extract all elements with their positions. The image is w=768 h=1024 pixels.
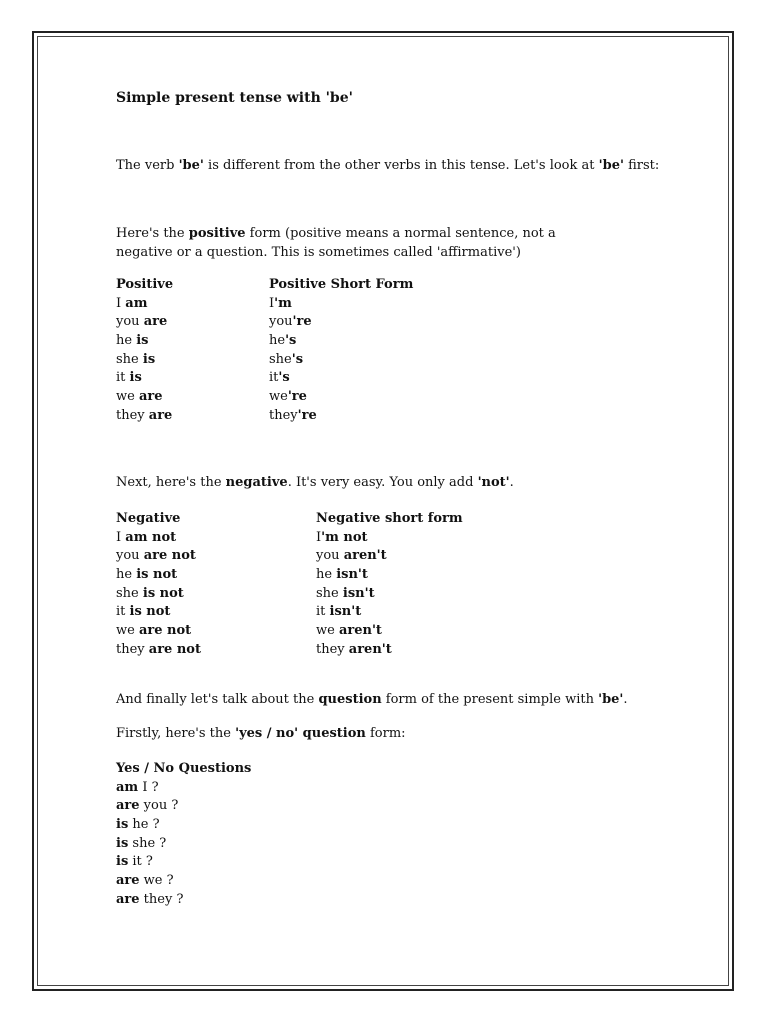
pronoun: it: [316, 604, 330, 620]
pronoun: it: [116, 370, 130, 386]
question-intro-text-3: .: [623, 692, 628, 707]
verb-be-not: is not: [136, 567, 178, 583]
positive-intro-text-2: form (positive means a normal sentence, not a negative or a question. This is sometimes called 'affirmative'): [116, 226, 556, 260]
negative-short-header: Negative short form: [316, 511, 463, 526]
verb-be-not: are not: [148, 641, 201, 657]
page-title: Simple present tense with 'be': [116, 90, 353, 106]
question-verb: are: [116, 798, 140, 814]
negative-form: [116, 641, 201, 660]
question-intro-bold-2: 'be': [598, 692, 624, 707]
pronoun: it: [269, 370, 279, 386]
verb-be: is: [129, 370, 142, 386]
negative-intro-bold-2: 'not': [477, 475, 510, 490]
negative-form: [116, 603, 170, 622]
contraction: 's: [278, 370, 290, 386]
negative-form: [116, 547, 196, 566]
positive-form: [116, 313, 167, 332]
intro-text-3: first:: [623, 158, 660, 173]
contraction: 're: [297, 407, 317, 423]
pronoun: we: [116, 389, 139, 405]
negative-short-form: [316, 585, 375, 604]
contraction: aren't: [338, 623, 382, 639]
yesno-intro-text-1: Firstly, here's the: [116, 726, 236, 741]
positive-form: [116, 351, 155, 370]
questions-table: [116, 760, 251, 910]
positive-short-form: [269, 388, 307, 407]
question-verb: is: [116, 854, 129, 870]
question-intro-bold-1: question: [318, 692, 382, 707]
pronoun: they: [316, 641, 349, 657]
question-subject: you ?: [139, 798, 179, 814]
intro-be-1: 'be': [178, 158, 204, 173]
question-row: [116, 816, 251, 835]
contraction: isn't: [342, 585, 375, 601]
negative-intro-text-1: Next, here's the: [116, 475, 226, 490]
positive-form: [116, 407, 172, 426]
question-subject: he ?: [128, 817, 160, 833]
pronoun: we: [316, 623, 339, 639]
pronoun: you: [269, 314, 293, 330]
verb-be-not: are not: [138, 623, 192, 639]
negative-form: [116, 529, 176, 548]
positive-short-form: [269, 313, 312, 332]
question-subject: it ?: [128, 854, 153, 870]
verb-be-not: are not: [143, 548, 196, 564]
positive-form: [116, 369, 142, 388]
verb-be-not: am not: [125, 529, 177, 545]
pronoun: he: [269, 333, 286, 349]
pronoun: I: [116, 295, 126, 311]
pronoun: I: [269, 295, 275, 311]
pronoun: I: [116, 529, 126, 545]
contraction: 're: [287, 389, 307, 405]
pronoun: you: [116, 314, 144, 330]
question-subject: we ?: [139, 873, 174, 889]
contraction: 'm not: [321, 529, 368, 545]
negative-short-form: [316, 603, 361, 622]
positive-short-form: [269, 351, 303, 370]
pronoun: they: [116, 641, 149, 657]
question-verb: is: [116, 835, 129, 851]
question-intro-text-1: And finally let's talk about the: [116, 692, 319, 707]
contraction: 's: [285, 333, 297, 349]
question-verb: are: [116, 891, 140, 907]
positive-form: [116, 388, 163, 407]
verb-be: is: [142, 351, 156, 367]
negative-form: [116, 585, 184, 604]
intro-text-1: The verb: [116, 158, 179, 173]
positive-short-form: [269, 295, 292, 314]
contraction: isn't: [336, 567, 368, 583]
question-intro-text-2: form of the present simple with: [381, 692, 599, 707]
question-row: [116, 853, 251, 872]
pronoun: we: [269, 389, 288, 405]
positive-intro-bold: positive: [188, 226, 246, 241]
pronoun: they: [269, 407, 298, 423]
pronoun: they: [116, 407, 149, 423]
contraction: 're: [292, 314, 312, 330]
question-intro-paragraph: [116, 691, 676, 710]
questions-header: Yes / No Questions: [116, 761, 252, 776]
verb-be: are: [143, 314, 168, 330]
verb-be: are: [138, 389, 163, 405]
yesno-intro-bold: 'yes / no' question: [235, 726, 366, 741]
question-subject: I ?: [138, 779, 159, 795]
contraction: isn't: [329, 604, 362, 620]
question-row: [116, 835, 251, 854]
question-verb: is: [116, 817, 129, 833]
positive-short-header: Positive Short Form: [269, 277, 414, 292]
pronoun: we: [116, 623, 139, 639]
pronoun: I: [316, 529, 322, 545]
pronoun: it: [116, 604, 130, 620]
pronoun: she: [269, 351, 292, 367]
negative-short-form: [316, 641, 392, 660]
intro-be-2: 'be': [598, 158, 624, 173]
pronoun: he: [116, 333, 137, 349]
positive-form: [116, 332, 148, 351]
intro-paragraph: [116, 157, 676, 176]
positive-intro-paragraph: [116, 225, 616, 262]
pronoun: she: [116, 585, 143, 601]
negative-form: [116, 566, 177, 585]
verb-be: are: [148, 407, 173, 423]
question-row: [116, 779, 251, 798]
negative-intro-bold-1: negative: [225, 475, 288, 490]
negative-header: Negative: [116, 511, 181, 526]
pronoun: she: [316, 585, 343, 601]
contraction: 's: [291, 351, 304, 367]
contraction: aren't: [348, 641, 392, 657]
pronoun: he: [316, 567, 337, 583]
negative-intro-paragraph: [116, 474, 676, 493]
negative-intro-text-2: . It's very easy. You only add: [287, 475, 478, 490]
positive-intro-text-1: Here's the: [116, 226, 189, 241]
negative-short-form: [316, 529, 368, 548]
verb-be: am: [125, 295, 148, 311]
intro-text-2: is different from the other verbs in this tense. Let's look at: [203, 158, 599, 173]
question-row: [116, 891, 251, 910]
question-verb: are: [116, 873, 140, 889]
positive-short-form: [269, 407, 317, 426]
verb-be: is: [136, 333, 149, 349]
positive-short-form: [269, 369, 290, 388]
positive-form: [116, 295, 147, 314]
pronoun: he: [116, 567, 137, 583]
negative-short-form: [316, 622, 382, 641]
verb-be-not: is not: [142, 585, 184, 601]
negative-intro-text-3: .: [509, 475, 514, 490]
question-verb: am: [116, 779, 139, 795]
yesno-intro-text-2: form:: [365, 726, 406, 741]
contraction: 'm: [274, 295, 292, 311]
question-row: [116, 872, 251, 891]
negative-form: [116, 622, 191, 641]
negative-short-form: [316, 547, 387, 566]
contraction: aren't: [343, 548, 387, 564]
question-row: [116, 797, 251, 816]
question-subject: they ?: [139, 891, 184, 907]
pronoun: you: [116, 548, 144, 564]
negative-short-form: [316, 566, 368, 585]
yesno-intro-paragraph: [116, 725, 676, 744]
positive-header: Positive: [116, 277, 174, 292]
positive-short-form: [269, 332, 296, 351]
verb-be-not: is not: [129, 604, 171, 620]
pronoun: she: [116, 351, 143, 367]
question-subject: she ?: [128, 835, 167, 851]
pronoun: you: [316, 548, 344, 564]
